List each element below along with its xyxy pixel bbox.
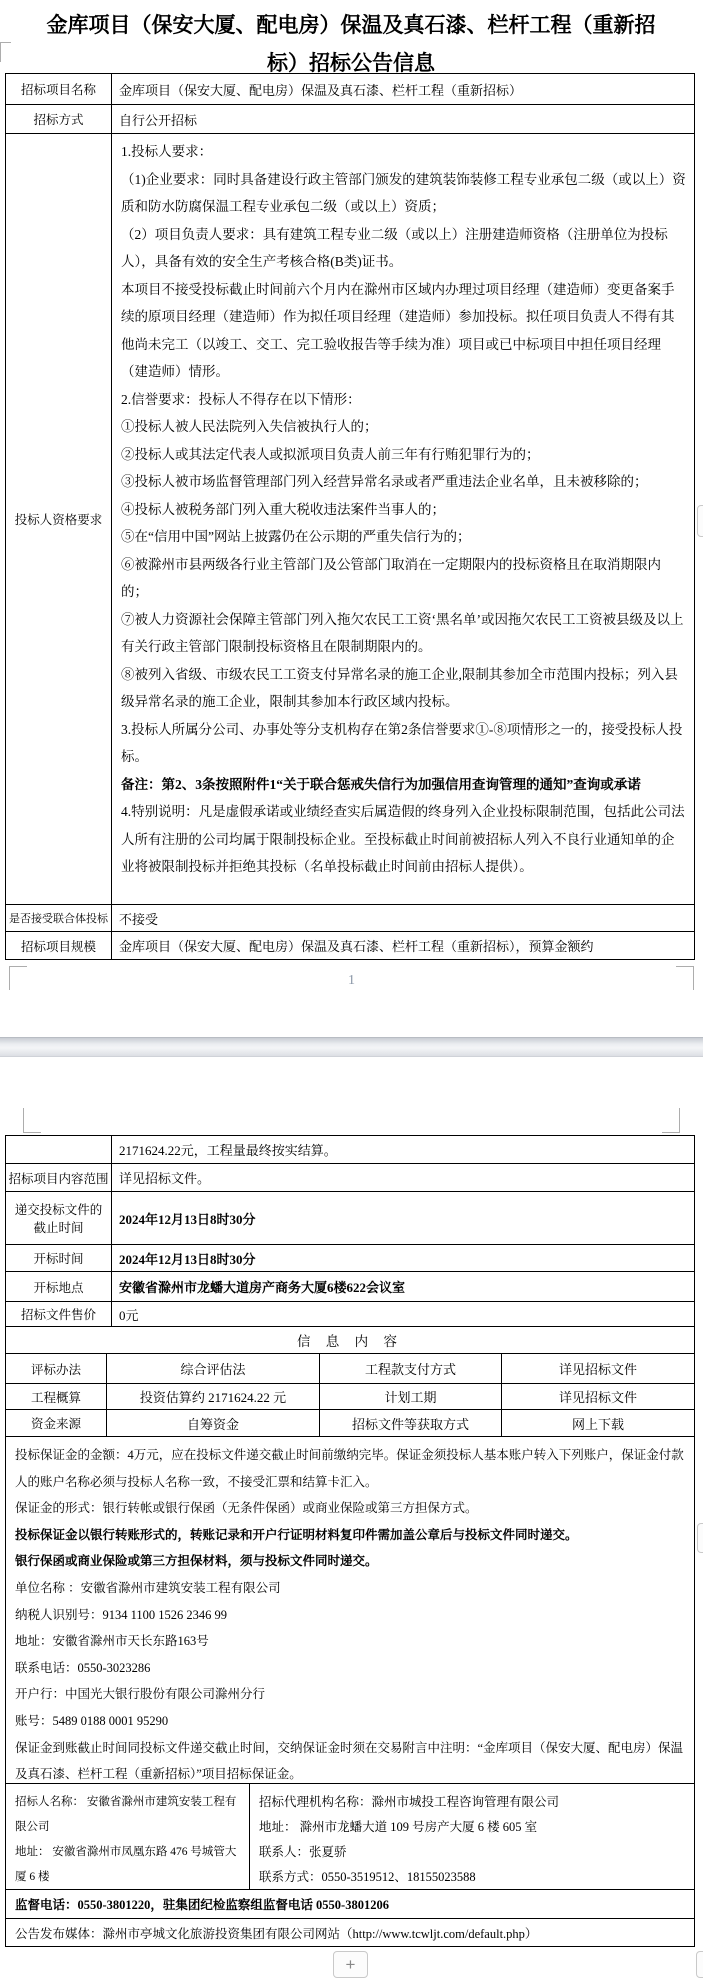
table-row [6, 104, 694, 133]
qualification-paragraph: 2.信誉要求：投标人不得存在以下情形： [121, 391, 361, 407]
project-scale-continued-value: 2171624.22元，工程量最终按实结算。 [111, 1136, 694, 1163]
deposit-paragraph: 投标保证金的金额：4万元，应在投标文件递交截止时间前缴纳完毕。保证金须投标人基本账户转入下列账户，保证金付款人的账户名称必须与投标人名称一致，不接受汇票和结算卡汇入。 [15, 1448, 684, 1489]
page-title: 金库项目（保安大厦、配电房）保温及真石漆、栏杆工程（重新招标）招标公告信息 [46, 13, 656, 75]
qualification-paragraph: ⑤在“信用中国”网站上披露仍在公示期的严重失信行为的； [121, 529, 471, 544]
table-row [6, 1436, 694, 1783]
qualification-note-paragraph: 备注：第2、3条按照附件1“关于联合惩戒失信行为加强信用查询管理的通知”查询或承诺 [121, 776, 641, 792]
table-row [6, 1136, 694, 1163]
duration-label: 计划工期 [319, 1384, 501, 1409]
tenderer-address: 地址： 安徽省滁州市凤凰东路 476 号城管大厦 6 楼 [15, 1846, 237, 1883]
submission-deadline-label: 递交投标文件的截止时间 [14, 1203, 103, 1235]
table-row [6, 1326, 694, 1353]
opening-place-label: 开标地点 [33, 1280, 84, 1295]
qualification-paragraph: ⑥被滁州市县两级各行业主管部门及公管部门取消在一定期限内的投标资格且在取消期限内的； [121, 556, 661, 599]
supervision-phone-value: 监督电话：0550-3801220，驻集团纪检监察组监督电话 0550-3801206 [15, 1898, 389, 1912]
qualification-paragraph: ①投标人被人民法院列入失信被执行人的； [121, 419, 378, 434]
duration-value: 详见招标文件 [501, 1384, 694, 1409]
deposit-account-name: 单位名称 ：安徽省滁州市建筑安装工程有限公司 [15, 1580, 281, 1595]
page-margin-mark [0, 42, 11, 62]
page-margin-mark [662, 1108, 680, 1133]
qualification-paragraph: 3.投标人所属分公司、办事处等分支机构存在第2条信誉要求①-⑧项情形之一的，接受投标人投标。 [121, 721, 683, 764]
payment-method-label: 工程款支付方式 [319, 1354, 501, 1383]
bid-info-table-page1 [5, 73, 695, 960]
deposit-paragraph: 银行保函或商业保险或第三方担保材料，须与投标文件同时递交。 [15, 1554, 378, 1569]
opening-place-value: 安徽省滁州市龙蟠大道房产商务大厦6楼622会议室 [111, 1272, 694, 1301]
deposit-paragraph: 投标保证金以银行转账形式的，转账记录和开户行证明材料复印件需加盖公章后与投标文件同时递交。 [15, 1527, 578, 1542]
doc-price-label: 招标文件售价 [20, 1308, 96, 1322]
side-toolbar-button-fragment[interactable] [697, 505, 703, 537]
zoom-in-button[interactable]: + [333, 1951, 368, 1978]
bid-method-value: 自行公开招标 [111, 105, 694, 133]
budget-label: 工程概算 [30, 1390, 81, 1405]
qualification-paragraph: 1.投标人要求： [121, 144, 213, 159]
doc-obtain-label: 招标文件等获取方式 [319, 1410, 501, 1436]
deposit-address: 地址：安徽省滁州市天长东路163号 [15, 1634, 209, 1649]
page-margin-mark [23, 1108, 41, 1133]
agency-address: 地址： 滁州市龙蟠大道 109 号房产大厦 6 楼 605 室 [259, 1820, 538, 1834]
budget-value: 投资估算约 2171624.22 元 [106, 1384, 319, 1409]
payment-method-value: 详见招标文件 [501, 1354, 694, 1383]
content-scope-value: 详见招标文件。 [111, 1164, 694, 1191]
agency-contact-person: 联系人：张夏骄 [259, 1845, 347, 1859]
tenderer-contact-cell [6, 1784, 249, 1889]
bid-deposit-content [6, 1437, 694, 1783]
page-divider [0, 1037, 703, 1057]
agency-phone: 联系方式：0550-3519512、18155023588 [259, 1870, 476, 1884]
empty-label-cell [6, 1136, 111, 1163]
table-row [6, 1244, 694, 1271]
qualification-paragraph: ②投标人或其法定代表人或拟派项目负责人前三年有行贿犯罪行为的； [121, 446, 540, 462]
tenderer-name: 招标人名称： 安徽省滁州市建筑安装工程有限公司 [15, 1796, 237, 1833]
table-row [6, 1409, 694, 1436]
table-row [6, 1383, 694, 1409]
table-row [6, 1191, 694, 1244]
joint-bid-value: 不接受 [111, 905, 694, 931]
table-row [6, 904, 694, 931]
project-scale-value: 金库项目（保安大厦、配电房）保温及真石漆、栏杆工程（重新招标），预算金额约 [111, 932, 694, 959]
deposit-taxpayer-id: 纳税人识别号：9134 1100 1526 2346 99 [15, 1607, 228, 1622]
qualification-paragraph: ③投标人被市场监督管理部门列入经营异常名录或者严重违法企业名单，且未被移除的； [121, 474, 648, 489]
qualification-paragraph: ④投标人被税务部门列入重大税收违法案件当事人的； [121, 501, 445, 517]
eval-method-label: 评标办法 [30, 1362, 81, 1377]
table-row [6, 1783, 694, 1889]
content-scope-label: 招标项目内容范围 [8, 1171, 109, 1186]
qualification-paragraph: （1)企业要求：同时具备建设行政主管部门颁发的建筑装饰装修工程专业承包二级（或以上）资质和防水防腐保温工程专业承包二级（或以上）资质； [121, 171, 686, 214]
funds-source-value: 自筹资金 [106, 1410, 319, 1436]
table-row [6, 1889, 694, 1918]
bid-method-label: 招标方式 [33, 113, 84, 127]
document-page-2 [0, 1057, 703, 1981]
project-scale-label: 招标项目规模 [20, 939, 96, 954]
table-row [6, 1301, 694, 1326]
deposit-phone: 联系电话：0550-3023286 [15, 1660, 151, 1675]
qualification-paragraph: 本项目不接受投标截止时间前六个月内在滁州市区域内办理过项目经理（建造师）变更备案手续的原项目经理（建造师）作为拟任项目经理（建造师）参加投标。拟任项目负责人不得有其他尚未完工（以竣工、交工、完工验收报告等手续为准）项目或已中标项目中担任项目经理（建造师）情形。 [121, 281, 675, 379]
project-name-value: 金库项目（保安大厦、配电房）保温及真石漆、栏杆工程（重新招标） [111, 74, 694, 104]
bid-info-table-page2 [5, 1135, 695, 1947]
table-row [6, 74, 694, 104]
opening-time-value: 2024年12月13日8时30分 [111, 1245, 694, 1271]
qualification-paragraph: ⑧被列入省级、市级农民工工资支付异常名录的施工企业,限制其参加全市范围内投标；列入县级异常名录的施工企业，限制其参加本行政区域内投标。 [121, 666, 678, 709]
table-row [6, 1918, 694, 1946]
page-number: 1 [348, 973, 355, 988]
deposit-paragraph: 保证金到账截止时间同投标文件递交截止时间，交纳保证金时须在交易附言中注明：“金库项目（保安大厦、配电房）保温及真石漆、栏杆工程（重新招标）”项目招标保证金。 [15, 1740, 684, 1782]
opening-time-label: 开标时间 [33, 1252, 84, 1266]
qualification-label: 投标人资格要求 [14, 513, 103, 527]
doc-price-value: 0元 [111, 1302, 694, 1326]
submission-deadline-value: 2024年12月13日8时30分 [111, 1192, 694, 1244]
deposit-paragraph: 保证金的形式：银行转帐或银行保函（无条件保函）或商业保险或第三方担保方式。 [15, 1501, 478, 1516]
announcement-media-value: 公告发布媒体：滁州市亭城文化旅游投资集团有限公司网站（http://www.tcwljt.com/default.php） [15, 1926, 538, 1941]
side-toolbar-button-fragment[interactable] [697, 1523, 703, 1553]
bottom-toolbar-button-fragment[interactable] [696, 1951, 703, 1978]
project-name-label: 招标项目名称 [20, 83, 96, 97]
qualification-paragraph: （2）项目负责人要求：具有建筑工程专业二级（或以上）注册建造师资格（注册单位为投标人），具备有效的安全生产考核合格(B类)证书。 [121, 226, 668, 269]
table-row [6, 133, 694, 904]
funds-source-label: 资金来源 [30, 1417, 81, 1431]
qualification-content [111, 134, 694, 904]
joint-bid-label: 是否接受联合体投标 [9, 913, 108, 925]
doc-obtain-value: 网上下载 [501, 1410, 694, 1436]
agency-contact-cell [249, 1784, 694, 1889]
table-row [6, 931, 694, 959]
qualification-paragraph: ⑦被人力资源社会保障主管部门列入拖欠农民工工资‘黑名单’或因拖欠农民工工资被县级及以上有关行政主管部门限制投标资格且在限制期限内的。 [121, 611, 684, 654]
deposit-account-number: 账号：5489 0188 0001 95290 [15, 1713, 169, 1728]
table-row [6, 1353, 694, 1383]
table-row [6, 1163, 694, 1191]
eval-method-value: 综合评估法 [106, 1354, 319, 1383]
qualification-paragraph: 4.特别说明：凡是虚假承诺或业绩经查实后属造假的终身列入企业投标限制范围，包括此公司法人所有注册的公司均属于限制投标企业。至投标截止时间前被招标人列入不良行业通知单的企业将被限制投标并拒绝其投标（名单投标截止时间前由招标人提供）。 [121, 804, 685, 874]
agency-name: 招标代理机构名称：滁州市城投工程咨询管理有限公司 [259, 1795, 560, 1809]
table-row [6, 1271, 694, 1301]
info-content-header: 信 息 内 容 [296, 1334, 404, 1349]
deposit-bank: 开户行：中国光大银行股份有限公司滁州分行 [15, 1687, 266, 1702]
